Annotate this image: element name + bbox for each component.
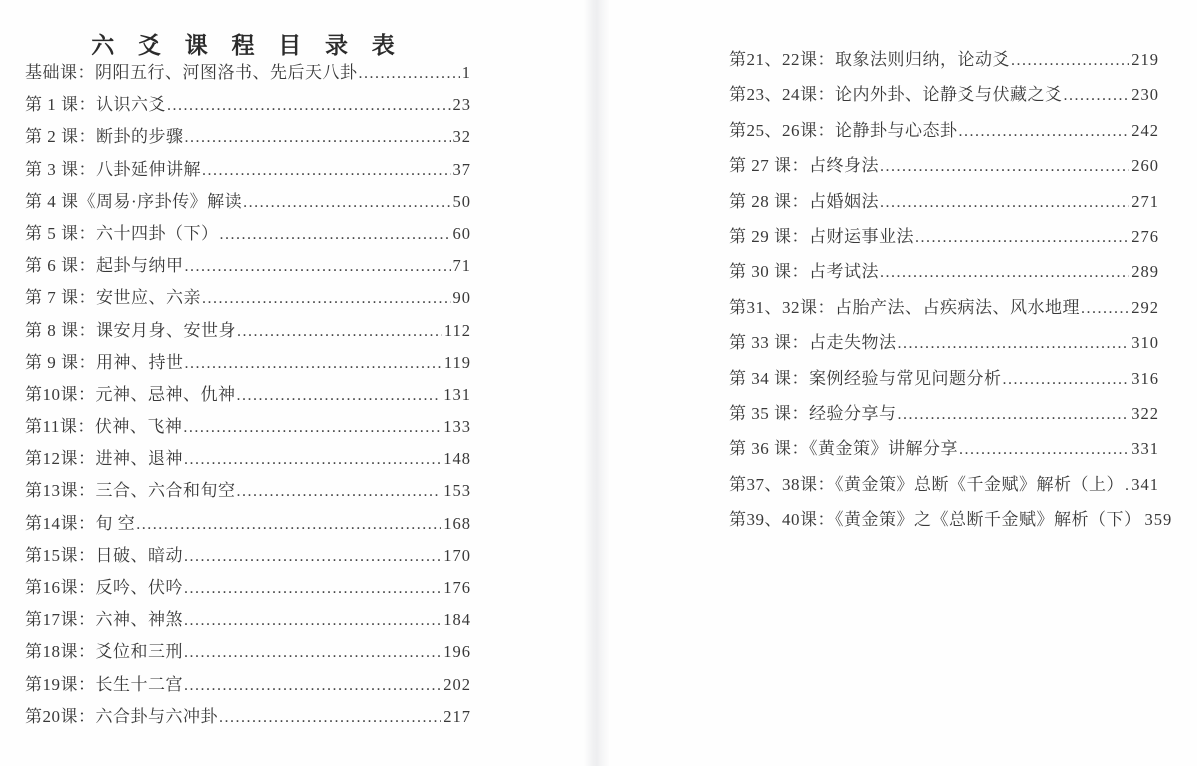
toc-entry-label: 第20课：六合卦与六冲卦: [25, 706, 218, 726]
toc-entry-label: 第 9 课：用神、持世: [25, 352, 184, 372]
toc-entry-label: 第15课：日破、暗动: [25, 545, 183, 565]
toc-entry: [25, 218, 471, 250]
toc-dot-leader: [185, 250, 451, 283]
toc-entry: [25, 347, 471, 379]
toc-entry-page-number: 276: [1131, 226, 1159, 246]
toc-dot-leader: [185, 347, 442, 380]
toc-entry: [25, 540, 471, 572]
toc-dot-leader: [1003, 361, 1130, 397]
toc-entry-page-number: 1: [461, 63, 471, 82]
toc-entry-label: 第17课：六神、神煞: [25, 610, 183, 630]
toc-entry: [729, 431, 1159, 466]
toc-entry-label: 第18课：爻位和三刑: [25, 642, 183, 662]
toc-entry-page-number: 153: [443, 481, 471, 501]
toc-dot-leader: [898, 325, 1130, 361]
toc-entry-page-number: 196: [443, 642, 471, 662]
toc-dot-leader: [184, 636, 441, 669]
toc-entry: [25, 57, 471, 89]
toc-entry-page-number: 359: [1144, 510, 1173, 530]
toc-entry: [25, 186, 471, 218]
toc-entry-label: 第39、40课：《黄金策》之《总断千金赋》解析（下）: [729, 510, 1142, 530]
toc-entry-page-number: 23: [452, 95, 471, 115]
toc-dot-leader: [184, 572, 441, 605]
toc-dot-leader: [1125, 467, 1129, 503]
toc-entry-label: 基础课：阴阳五行、河图洛书、先后天八卦: [25, 63, 358, 82]
toc-dot-leader: [359, 57, 460, 90]
toc-entry: [25, 315, 471, 347]
toc-dot-leader: [184, 443, 441, 476]
toc-entry-page-number: 60: [452, 223, 471, 243]
toc-entry: [729, 254, 1159, 289]
toc-dot-leader: [880, 184, 1129, 220]
toc-entry-label: 第 8 课：课安月身、安世身: [25, 320, 236, 340]
toc-entry-label: 第 30 课：占考试法: [729, 262, 879, 282]
toc-entry: [25, 475, 471, 507]
toc-left-page: [25, 57, 471, 733]
toc-dot-leader: [237, 315, 442, 348]
toc-entry-label: 第21、22课：取象法则归纳，论动爻: [729, 50, 1010, 69]
toc-entry-page-number: 202: [443, 674, 471, 694]
toc-dot-leader: [184, 540, 441, 573]
toc-dot-leader: [898, 396, 1130, 432]
toc-entry: [25, 250, 471, 282]
toc-entry-page-number: 289: [1131, 262, 1159, 282]
toc-entry-label: 第13课：三合、六合和旬空: [25, 481, 236, 501]
toc-entry-page-number: 148: [443, 449, 471, 469]
toc-entry-page-number: 242: [1131, 120, 1159, 140]
toc-dot-leader: [915, 219, 1129, 255]
toc-entry: [729, 113, 1159, 148]
page-gutter-divider: [584, 0, 610, 766]
toc-entry: [25, 121, 471, 153]
toc-entry: [729, 77, 1159, 112]
toc-entry: [25, 701, 471, 733]
toc-entry-label: 第 35 课：经验分享与: [729, 403, 897, 423]
toc-entry: [729, 325, 1159, 360]
toc-dot-leader: [243, 186, 450, 219]
toc-entry-page-number: 310: [1131, 333, 1159, 353]
toc-entry-page-number: 316: [1131, 368, 1159, 388]
toc-entry-page-number: 119: [443, 352, 471, 372]
toc-entry: [25, 443, 471, 475]
toc-entry-label: 第 4 课《周易·序卦传》解读: [25, 191, 243, 211]
toc-entry-page-number: 176: [443, 578, 471, 597]
toc-entry-page-number: 170: [443, 545, 471, 565]
toc-entry-page-number: 331: [1131, 439, 1159, 459]
toc-entry: [25, 89, 471, 121]
toc-dot-leader: [219, 701, 441, 734]
toc-entry-label: 第16课：反吟、伏吟: [25, 578, 183, 597]
toc-dot-leader: [184, 669, 441, 702]
toc-entry: [729, 361, 1159, 396]
toc-entry-page-number: 37: [452, 159, 471, 179]
toc-entry: [25, 154, 471, 186]
toc-dot-leader: [1064, 77, 1130, 113]
toc-entry-page-number: 292: [1131, 297, 1159, 317]
toc-entry: [729, 148, 1159, 183]
toc-entry-page-number: 260: [1131, 156, 1159, 176]
page-title: 六 爻 课 程 目 录 表: [91, 33, 404, 59]
toc-dot-leader: [184, 604, 441, 637]
toc-entry-label: 第 1 课：认识六爻: [25, 95, 166, 115]
toc-entry-label: 第37、38课：《黄金策》总断《千金赋》解析（上）: [729, 474, 1124, 494]
toc-dot-leader: [237, 379, 442, 412]
toc-dot-leader: [880, 148, 1129, 184]
toc-entry-label: 第 5 课：六十四卦（下）: [25, 223, 219, 243]
toc-entry: [729, 42, 1159, 77]
toc-entry: [729, 184, 1159, 219]
toc-entry-page-number: 217: [443, 706, 471, 726]
toc-entry-label: 第25、26课：论静卦与心态卦: [729, 120, 958, 140]
toc-entry-label: 第 7 课：安世应、六亲: [25, 288, 201, 308]
toc-entry-label: 第12课：进神、退神: [25, 449, 183, 469]
toc-entry: [25, 572, 471, 604]
toc-entry-page-number: 50: [452, 191, 471, 211]
toc-entry-label: 第 3 课：八卦延伸讲解: [25, 159, 201, 179]
toc-entry-page-number: 184: [443, 610, 471, 630]
toc-entry-page-number: 219: [1131, 50, 1159, 69]
toc-entry-label: 第 6 课：起卦与纳甲: [25, 256, 184, 276]
toc-entry-label: 第 29 课：占财运事业法: [729, 226, 914, 246]
toc-entry-page-number: 71: [452, 256, 471, 276]
toc-dot-leader: [237, 475, 442, 508]
toc-entry-page-number: 90: [452, 288, 471, 308]
toc-entry-label: 第 33 课：占走失物法: [729, 333, 897, 353]
toc-entry-label: 第 34 课：案例经验与常见问题分析: [729, 368, 1002, 388]
toc-dot-leader: [959, 431, 1129, 467]
toc-entry-label: 第 36 课：《黄金策》讲解分享: [729, 439, 958, 459]
toc-entry-label: 第14课：旬 空: [25, 513, 136, 533]
toc-entry: [729, 290, 1159, 325]
toc-entry: [25, 379, 471, 411]
toc-entry-label: 第 28 课：占婚姻法: [729, 191, 879, 211]
toc-dot-leader: [202, 154, 451, 187]
toc-dot-leader: [202, 282, 451, 315]
toc-entry-page-number: 32: [452, 127, 471, 147]
toc-dot-leader: [185, 121, 451, 154]
toc-entry-label: 第 27 课：占终身法: [729, 156, 879, 176]
toc-entry: [729, 502, 1173, 537]
toc-entry-label: 第 2 课：断卦的步骤: [25, 127, 184, 147]
toc-entry: [25, 282, 471, 314]
toc-entry: [729, 467, 1159, 502]
toc-entry-page-number: 271: [1131, 191, 1159, 211]
toc-entry-page-number: 341: [1131, 474, 1159, 494]
toc-entry: [25, 604, 471, 636]
toc-entry: [25, 411, 471, 443]
toc-entry-label: 第23、24课：论内外卦、论静爻与伏藏之爻: [729, 85, 1063, 105]
toc-dot-leader: [220, 218, 451, 251]
toc-entry: [25, 636, 471, 668]
toc-dot-leader: [1081, 290, 1129, 326]
toc-dot-leader: [1011, 42, 1129, 78]
toc-entry-page-number: 112: [443, 320, 471, 340]
toc-entry-label: 第10课：元神、忌神、仇神: [25, 384, 236, 404]
toc-entry: [729, 396, 1159, 431]
toc-entry: [25, 669, 471, 701]
toc-entry-page-number: 133: [443, 417, 471, 437]
toc-entry: [729, 219, 1159, 254]
toc-entry-page-number: 322: [1131, 403, 1159, 423]
toc-dot-leader: [183, 411, 441, 444]
toc-entry-page-number: 230: [1131, 85, 1159, 105]
toc-dot-leader: [167, 89, 451, 122]
toc-dot-leader: [959, 113, 1130, 149]
toc-dot-leader: [136, 508, 441, 541]
toc-entry-label: 第31、32课：占胎产法、占疾病法、风水地理: [729, 297, 1080, 317]
toc-dot-leader: [880, 254, 1129, 290]
toc-entry-page-number: 168: [443, 513, 471, 533]
toc-entry-label: 第11课：伏神、飞神: [25, 417, 183, 437]
toc-right-page: [729, 42, 1173, 537]
toc-entry-page-number: 131: [443, 384, 471, 404]
toc-entry-label: 第19课：长生十二宫: [25, 674, 183, 694]
toc-entry: [25, 508, 471, 540]
